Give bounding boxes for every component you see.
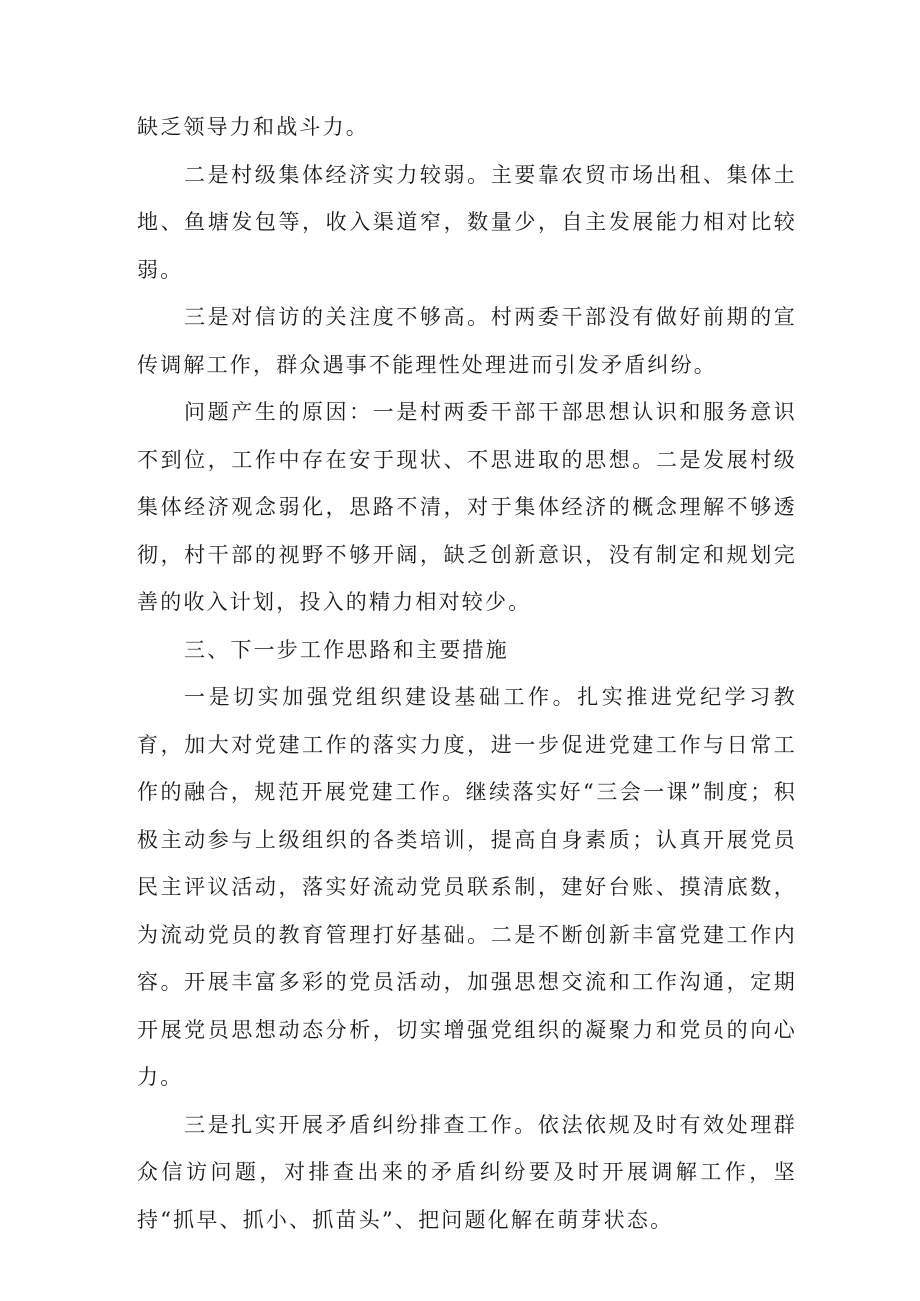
paragraph-petition-attention: 三是对信访的关注度不够高。村两委干部没有做好前期的宣传调解工作，群众遇事不能理性处理进而引发矛盾纠纷。 [137, 305, 797, 377]
paragraph-problem-causes: 问题产生的原因：一是村两委干部干部思想认识和服务意识不到位，工作中存在安于现状、不思进取的思想。二是发展村级集体经济观念弱化，思路不清，对于集体经济的概念理解不够透彻，村干部的视野不够开阔，缺乏创新意识，没有制定和规划完善的收入计划，投入的精力相对较少。 [137, 400, 797, 614]
section-heading-next-steps: 三、下一步工作思路和主要措施 [184, 637, 509, 662]
paragraph-party-building: 一是切实加强党组织建设基础工作。扎实推进党纪学习教育，加大对党建工作的落实力度，进一步促进党建工作与日常工作的融合，规范开展党建工作。继续落实好“三会一课”制度；积极主动参与上级组织的各类培训，提高自身素质；认真开展党员民主评议活动，落实好流动党员联系制，建好台账、摸清底数，为流动党员的教育管理打好基础。二是不断创新丰富党建工作内容。开展丰富多彩的党员活动，加强思想交流和工作沟通，定期开展党员思想动态分析，切实增强党组织的凝聚力和党员的向心力。 [137, 685, 797, 1089]
document-body [137, 104, 797, 1244]
paragraph-collective-economy: 二是村级集体经济实力较弱。主要靠农贸市场出租、集体土地、鱼塘发包等，收入渠道窄，数量少，自主发展能力相对比较弱。 [137, 162, 797, 282]
paragraph-dispute-resolution: 三是扎实开展矛盾纠纷排查工作。依法依规及时有效处理群众信访问题，对排查出来的矛盾纠纷要及时开展调解工作，坚持“抓早、抓小、抓苗头”、把问题化解在萌芽状态。 [137, 1112, 797, 1232]
paragraph-continuation: 缺乏领导力和战斗力。 [137, 115, 369, 139]
